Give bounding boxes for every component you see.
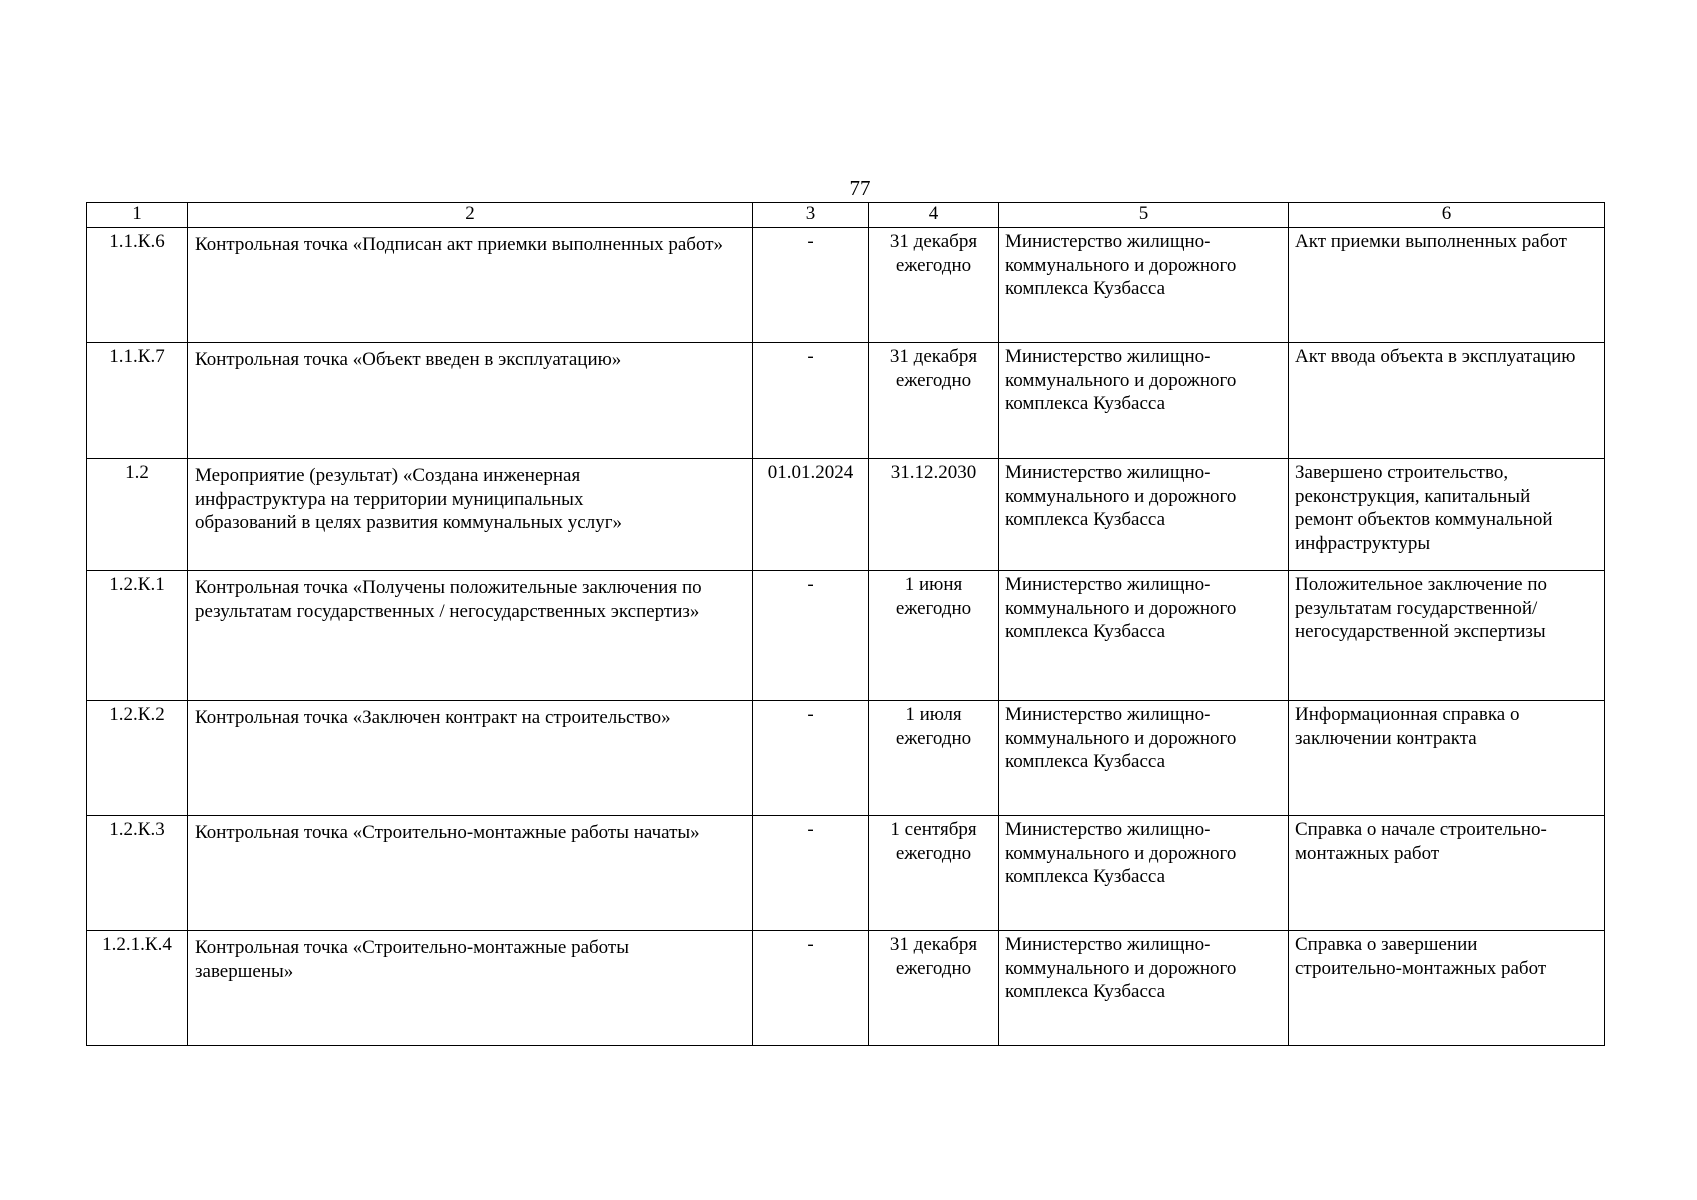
table-row xyxy=(87,701,1605,816)
row-responsible: Министерство жилищно- коммунального и дорожного комплекса Кузбасса xyxy=(999,931,1289,1046)
row-responsible: Министерство жилищно- коммунального и дорожного комплекса Кузбасса xyxy=(999,701,1289,816)
page-number: 77 xyxy=(849,176,871,200)
table-row xyxy=(87,931,1605,1046)
row-responsible: Министерство жилищно- коммунального и дорожного комплекса Кузбасса xyxy=(999,459,1289,571)
row-number: 1.1.К.7 xyxy=(87,343,188,459)
row-document: Справка о завершении строительно-монтажных работ xyxy=(1289,931,1605,1046)
row-end-date: 1 июня ежегодно xyxy=(869,571,999,701)
row-number: 1.2 xyxy=(87,459,188,571)
table-row xyxy=(87,816,1605,931)
row-end-date: 1 июля ежегодно xyxy=(869,701,999,816)
row-document: Информационная справка о заключении контракта xyxy=(1289,701,1605,816)
row-document: Завершено строительство, реконструкция, капитальный ремонт объектов коммунальной инфраструктуры xyxy=(1289,459,1605,571)
column-header: 6 xyxy=(1289,203,1605,228)
row-end-date: 31 декабря ежегодно xyxy=(869,343,999,459)
row-name: Контрольная точка «Заключен контракт на строительство» xyxy=(188,701,753,816)
row-responsible: Министерство жилищно- коммунального и дорожного комплекса Кузбасса xyxy=(999,816,1289,931)
row-start-date: - xyxy=(753,571,869,701)
table-header-row xyxy=(87,203,1605,228)
row-name: Контрольная точка «Подписан акт приемки выполненных работ» xyxy=(188,228,753,343)
row-number: 1.1.К.6 xyxy=(87,228,188,343)
row-responsible: Министерство жилищно- коммунального и дорожного комплекса Кузбасса xyxy=(999,228,1289,343)
table-row xyxy=(87,459,1605,571)
row-end-date: 31 декабря ежегодно xyxy=(869,931,999,1046)
row-start-date: - xyxy=(753,816,869,931)
table-row xyxy=(87,228,1605,343)
column-header: 2 xyxy=(188,203,753,228)
row-responsible: Министерство жилищно- коммунального и дорожного комплекса Кузбасса xyxy=(999,571,1289,701)
row-start-date: - xyxy=(753,931,869,1046)
column-header: 1 xyxy=(87,203,188,228)
table-row xyxy=(87,343,1605,459)
column-header: 3 xyxy=(753,203,869,228)
row-start-date: - xyxy=(753,228,869,343)
row-document: Справка о начале строительно- монтажных работ xyxy=(1289,816,1605,931)
row-end-date: 1 сентября ежегодно xyxy=(869,816,999,931)
control-points-table xyxy=(86,202,1605,1046)
row-name: Мероприятие (результат) «Создана инженерная инфраструктура на территории муниципальных образований в целях развития коммунальных услуг» xyxy=(188,459,753,571)
row-name: Контрольная точка «Получены положительные заключения по результатам государственных / негосударственных экспертиз» xyxy=(188,571,753,701)
row-number: 1.2.К.1 xyxy=(87,571,188,701)
row-number: 1.2.К.3 xyxy=(87,816,188,931)
row-name: Контрольная точка «Строительно-монтажные работы завершены» xyxy=(188,931,753,1046)
row-document: Положительное заключение по результатам государственной/ негосударственной экспертизы xyxy=(1289,571,1605,701)
row-start-date: - xyxy=(753,701,869,816)
row-name: Контрольная точка «Строительно-монтажные работы начаты» xyxy=(188,816,753,931)
row-document: Акт приемки выполненных работ xyxy=(1289,228,1605,343)
row-number: 1.2.К.2 xyxy=(87,701,188,816)
row-end-date: 31.12.2030 xyxy=(869,459,999,571)
table-row xyxy=(87,571,1605,701)
row-name: Контрольная точка «Объект введен в эксплуатацию» xyxy=(188,343,753,459)
column-header: 4 xyxy=(869,203,999,228)
row-number: 1.2.1.К.4 xyxy=(87,931,188,1046)
row-document: Акт ввода объекта в эксплуатацию xyxy=(1289,343,1605,459)
row-start-date: 01.01.2024 xyxy=(753,459,869,571)
row-start-date: - xyxy=(753,343,869,459)
row-responsible: Министерство жилищно- коммунального и дорожного комплекса Кузбасса xyxy=(999,343,1289,459)
column-header: 5 xyxy=(999,203,1289,228)
row-end-date: 31 декабря ежегодно xyxy=(869,228,999,343)
